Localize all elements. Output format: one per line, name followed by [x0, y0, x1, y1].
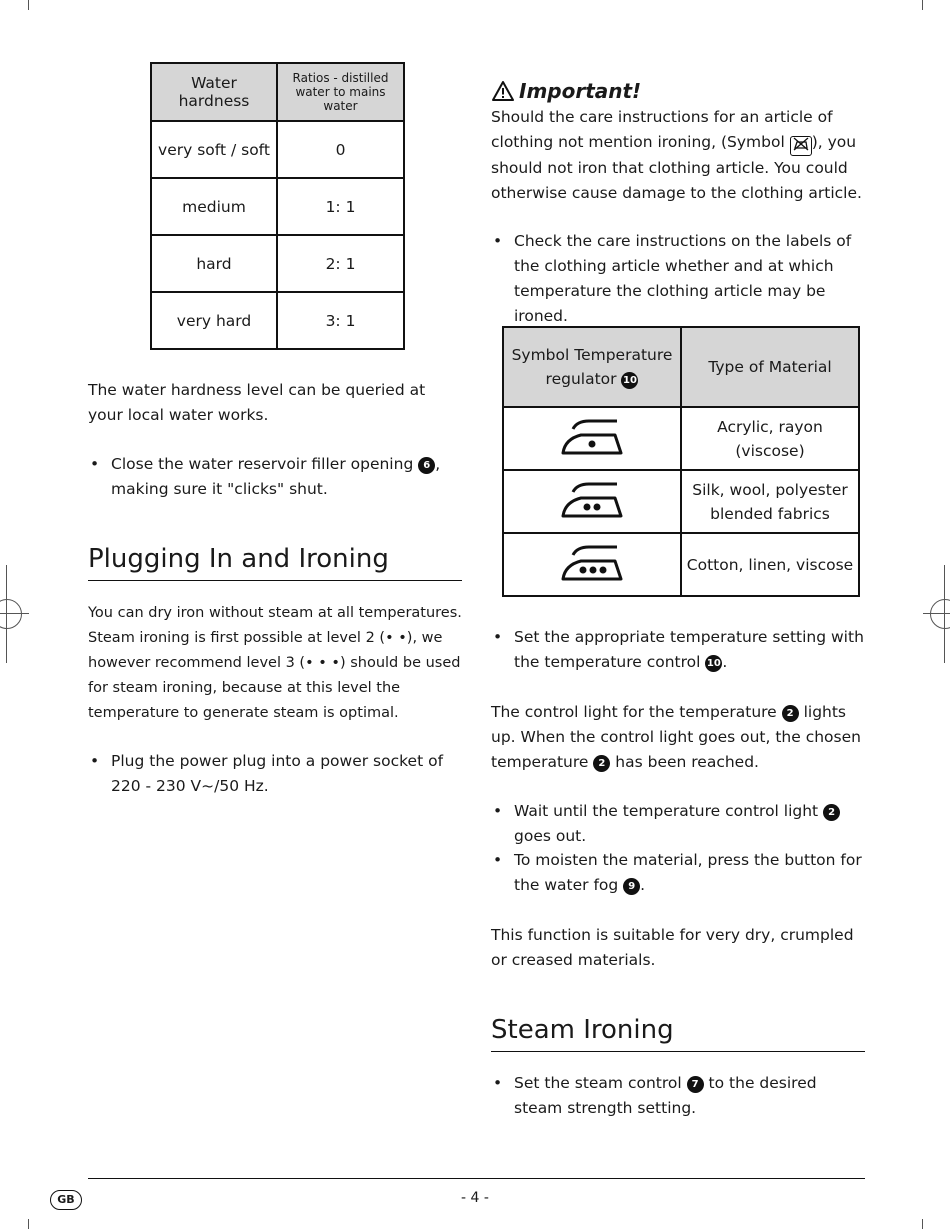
page-number: - 4 -: [461, 1190, 489, 1206]
iron-symbol-cell: [503, 407, 681, 470]
callout-number: 7: [687, 1076, 704, 1093]
footer-rule: [88, 1178, 865, 1179]
iron-symbol-cell: [503, 533, 681, 596]
iron-one-dot-icon: [559, 413, 625, 457]
material-cell: Acrylic, rayon (viscose): [681, 407, 859, 470]
table-cell: 2: 1: [277, 235, 404, 292]
dry-iron-text: You can dry iron without steam at all temperatures. Steam ironing is first possible at level 2 (• •), we however recommend level 3 (• • •) should be used for steam ironing, because at this level the temperature to generate steam is optimal.: [88, 605, 462, 721]
crop-mark: [28, 0, 29, 10]
material-cell: Silk, wool, polyester blended fabrics: [681, 470, 859, 533]
iron-two-dots-icon: [559, 476, 625, 520]
table-cell: 3: 1: [277, 292, 404, 349]
callout-number: 10: [621, 372, 638, 389]
callout-number: 2: [782, 705, 799, 722]
language-badge: GB: [50, 1190, 82, 1210]
hardness-note: The water hardness level can be queried at your local water works.: [88, 381, 426, 424]
warning-icon: [491, 80, 515, 102]
callout-number: 2: [593, 755, 610, 772]
callout-number: 6: [418, 457, 435, 474]
important-heading: Important!: [491, 77, 865, 105]
function-text: This function is suitable for very dry, crumpled or creased materials.: [491, 926, 854, 969]
material-cell: Cotton, linen, viscose: [681, 533, 859, 596]
table-cell: 0: [277, 121, 404, 178]
temperature-table: [502, 326, 860, 597]
heading-steam-ironing: Steam Ironing: [491, 1013, 865, 1052]
water-hardness-table: [150, 62, 405, 350]
callout-number: 10: [705, 655, 722, 672]
iron-three-dots-icon: [559, 539, 625, 583]
table-cell: very soft / soft: [151, 121, 277, 178]
registration-mark-left: [0, 599, 22, 629]
table-cell: 1: 1: [277, 178, 404, 235]
bullet-moisten: • To moisten the material, press the button for the water fog 9 .: [491, 848, 864, 898]
crop-mark: [922, 1219, 923, 1229]
header-water-hardness: Water hardness: [151, 63, 277, 121]
callout-number: 2: [823, 804, 840, 821]
callout-number: 9: [623, 878, 640, 895]
no-ironing-symbol-icon: [790, 136, 812, 156]
registration-mark-right: [930, 599, 950, 629]
table-cell: medium: [151, 178, 277, 235]
bullet-wait-light: • Wait until the temperature control light 2 goes out.: [491, 799, 864, 849]
bullet-steam-control: • Set the steam control 7 to the desired steam strength setting.: [491, 1071, 864, 1121]
bullet-close-reservoir: • Close the water reservoir filler opening 6 , making sure it "clicks" shut.: [88, 452, 461, 502]
crop-mark: [28, 1219, 29, 1229]
bullet-set-temperature: • Set the appropriate temperature setting with the temperature control 10.: [491, 625, 864, 675]
bullet-plug-in: • Plug the power plug into a power socket of 220 - 230 V~/50 Hz.: [88, 749, 461, 799]
bullet-check-labels: • Check the care instructions on the labels of the clothing article whether and at which temperature the clothing article may be ironed.: [491, 229, 864, 329]
important-text: Should the care instructions for an article of clothing not mention ironing, (Symbol ), you should not iron that clothing article. You could otherwise cause damage to the clothing article.: [491, 108, 862, 202]
header-symbol: Symbol Temperature regulator 10: [503, 327, 681, 407]
header-material: Type of Material: [681, 327, 859, 407]
header-ratios: Ratios - distilled water to mains water: [277, 63, 404, 121]
heading-plugging-in: Plugging In and Ironing: [88, 542, 462, 581]
iron-symbol-cell: [503, 470, 681, 533]
crop-mark: [922, 0, 923, 10]
control-light-text: The control light for the temperature 2 lights up. When the control light goes out, the chosen temperature 2 has been reached.: [491, 703, 861, 771]
table-cell: hard: [151, 235, 277, 292]
table-cell: very hard: [151, 292, 277, 349]
